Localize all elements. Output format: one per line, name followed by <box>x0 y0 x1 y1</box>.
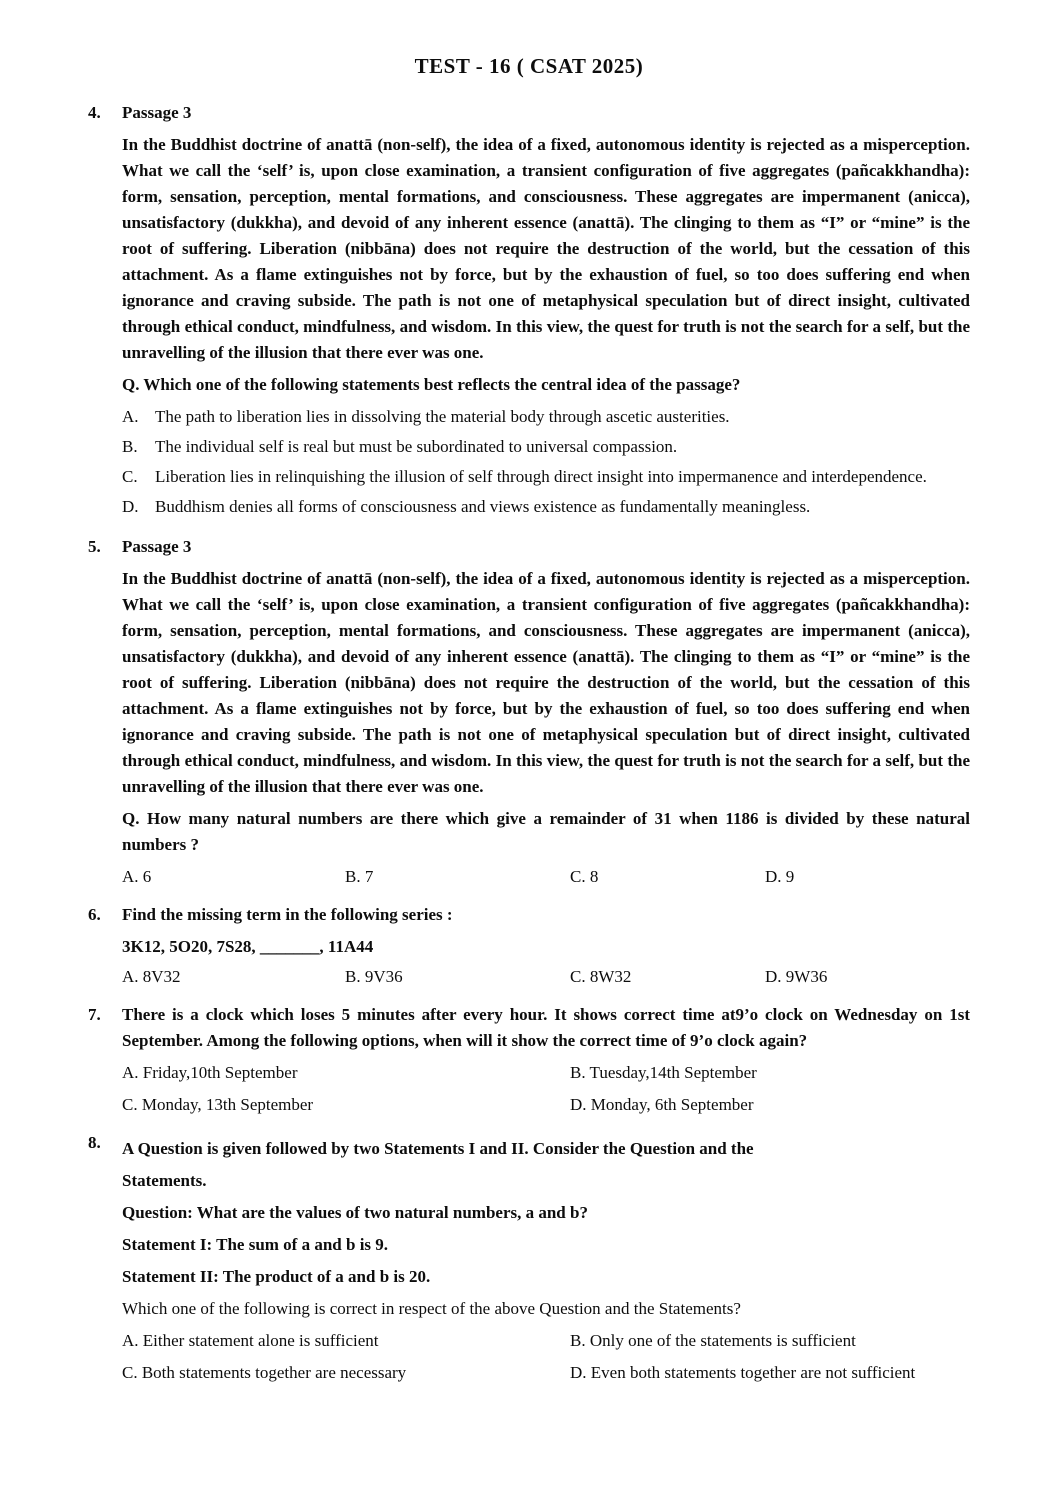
question-5 <box>88 534 970 892</box>
question-4-option-a <box>122 404 970 430</box>
question-8-intro-line2: Statements. <box>122 1171 207 1190</box>
question-6-series: 3K12, 5O20, 7S28, _______, 11A44 <box>122 937 374 956</box>
question-7-option-a: A. Friday,10th September <box>122 1063 298 1082</box>
question-6-stem: Find the missing term in the following series : <box>122 905 453 924</box>
option-label: D. <box>122 497 139 516</box>
question-8-option-b: B. Only one of the statements is sufficient <box>570 1331 856 1350</box>
question-5-option-b: B. 7 <box>345 867 374 886</box>
question-7-option-b: B. Tuesday,14th September <box>570 1063 757 1082</box>
question-5-heading: Passage 3 <box>122 537 192 556</box>
question-4-number: 4. <box>88 103 101 122</box>
question-8-options <box>122 1328 970 1386</box>
question-4 <box>88 100 970 524</box>
question-5-option-d: D. 9 <box>765 867 795 886</box>
question-8 <box>88 1130 970 1388</box>
question-8-question-line: Question: What are the values of two natural numbers, a and b? <box>122 1203 588 1222</box>
question-8-option-d: D. Even both statements together are not sufficient <box>570 1363 916 1382</box>
question-7-number: 7. <box>88 1005 101 1024</box>
question-6-number: 6. <box>88 905 101 924</box>
question-4-heading: Passage 3 <box>122 103 192 122</box>
option-text: The individual self is real but must be subordinated to universal compassion. <box>155 437 678 456</box>
option-text: Buddhism denies all forms of consciousness and views existence as fundamentally meaningless. <box>155 497 811 516</box>
question-4-passage: In the Buddhist doctrine of anattā (non-self), the idea of a fixed, autonomous identity is rejected as a misperception. What we call the ‘self’ is, upon close examination, a transient configuration of five aggregates (pañcakkhandha): form, sensation, perception, mental formations, and consciousness. These aggregates are impermanent (anicca), unsatisfactory (dukkha), and devoid of any inherent essence (anattā). The clinging to them as “I” or “mine” is the root of suffering. Liberation (nibbāna) does not require the destruction of the world, but the cessation of this attachment. As a flame extinguishes not by force, but by the exhaustion of fuel, so too does suffering end when ignorance and craving subside. The path is not one of metaphysical speculation but of direct insight, cultivated through ethical conduct, mindfulness, and wisdom. In this view, the quest for truth is not the search for a self, but the unravelling of the illusion that there ever was one. <box>122 135 970 362</box>
option-label: C. <box>122 467 138 486</box>
option-label: B. <box>122 437 138 456</box>
question-6 <box>88 902 970 992</box>
question-5-options <box>122 864 970 890</box>
question-8-option-a: A. Either statement alone is sufficient <box>122 1331 379 1350</box>
question-4-option-d <box>122 494 970 520</box>
question-8-number: 8. <box>88 1133 101 1152</box>
question-6-options <box>122 964 970 990</box>
question-7-option-c: C. Monday, 13th September <box>122 1095 314 1114</box>
question-7-option-d: D. Monday, 6th September <box>570 1095 754 1114</box>
question-4-option-b <box>122 434 970 460</box>
question-7 <box>88 1002 970 1120</box>
question-6-option-c: C. 8W32 <box>570 967 632 986</box>
question-4-option-c <box>122 464 970 490</box>
question-5-passage: In the Buddhist doctrine of anattā (non-self), the idea of a fixed, autonomous identity is rejected as a misperception. What we call the ‘self’ is, upon close examination, a transient configuration of five aggregates (pañcakkhandha): form, sensation, perception, mental formations, and consciousness. These aggregates are impermanent (anicca), unsatisfactory (dukkha), and devoid of any inherent essence (anattā). The clinging to them as “I” or “mine” is the root of suffering. Liberation (nibbāna) does not require the destruction of the world, but the cessation of this attachment. As a flame extinguishes not by force, but by the exhaustion of fuel, so too does suffering end when ignorance and craving subside. The path is not one of metaphysical speculation but of direct insight, cultivated through ethical conduct, mindfulness, and wisdom. In this view, the quest for truth is not the search for a self, but the unravelling of the illusion that there ever was one. <box>122 569 970 796</box>
question-7-options <box>122 1060 970 1118</box>
question-5-stem: Q. How many natural numbers are there which give a remainder of 31 when 1186 is divided by these natural numbers ? <box>122 809 970 854</box>
question-5-number: 5. <box>88 537 101 556</box>
option-text: Liberation lies in relinquishing the illusion of self through direct insight into impermanence and interdependence. <box>155 467 927 486</box>
question-8-which-line: Which one of the following is correct in respect of the above Question and the Statements? <box>122 1299 741 1318</box>
question-4-stem: Q. Which one of the following statements best reflects the central idea of the passage? <box>122 375 741 394</box>
question-6-option-d: D. 9W36 <box>765 967 828 986</box>
question-5-option-a: A. 6 <box>122 867 152 886</box>
question-6-option-a: A. 8V32 <box>122 967 181 986</box>
question-6-option-b: B. 9V36 <box>345 967 403 986</box>
question-7-stem: There is a clock which loses 5 minutes after every hour. It shows correct time at9’o clock on Wednesday on 1st September. Among the following options, when will it show the correct time of 9’o clock again? <box>122 1005 970 1050</box>
question-8-statement-2: Statement II: The product of a and b is 20. <box>122 1267 431 1286</box>
question-8-intro-line1: A Question is given followed by two Statements I and II. Consider the Question and the <box>122 1139 754 1158</box>
question-8-option-c: C. Both statements together are necessary <box>122 1363 407 1382</box>
page-title: TEST - 16 ( CSAT 2025) <box>414 54 644 78</box>
option-text: The path to liberation lies in dissolving the material body through ascetic austerities. <box>155 407 730 426</box>
question-5-option-c: C. 8 <box>570 867 599 886</box>
option-label: A. <box>122 407 139 426</box>
question-8-statement-1: Statement I: The sum of a and b is 9. <box>122 1235 389 1254</box>
